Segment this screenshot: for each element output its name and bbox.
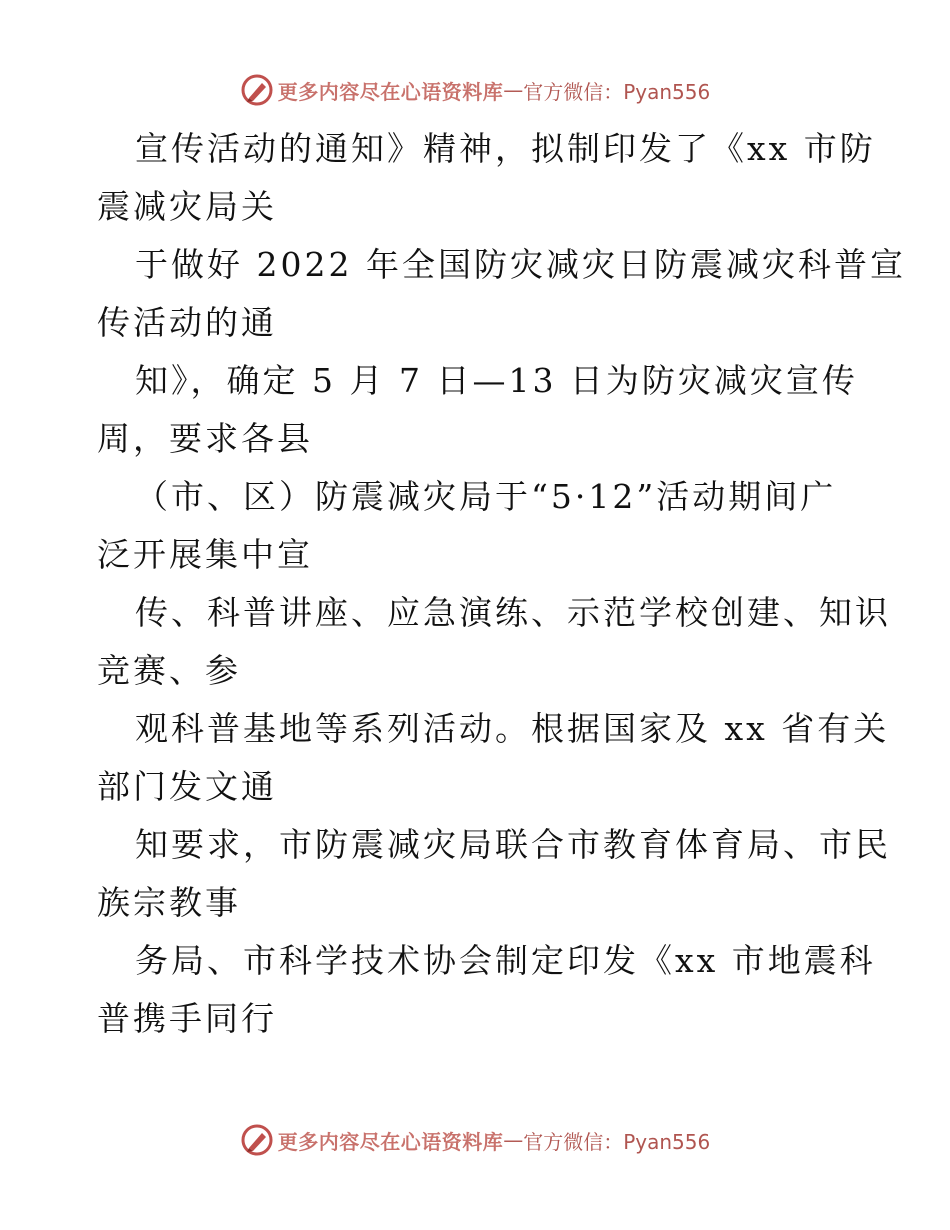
text-line: 传、科普讲座、应急演练、示范学校创建、知识 — [135, 593, 891, 632]
banner-dash: — — [503, 1128, 524, 1152]
banner-dash: — — [503, 78, 524, 102]
banner-wechat: 官方微信：Pyan556 — [523, 1129, 711, 1154]
banner-wechat: 官方微信：Pyan556 — [523, 79, 711, 104]
text-line: 竞赛、参 — [97, 651, 241, 690]
pen-logo-icon — [240, 1123, 274, 1157]
text-line: 于做好 2022 年全国防灾减灾日防震减灾科普宣 — [135, 245, 906, 284]
banner-text: 更多内容尽在心语资料库 — [277, 1129, 504, 1154]
text-line: 周，要求各县 — [97, 419, 313, 458]
text-line: 传活动的通 — [97, 303, 277, 342]
text-line: 震减灾局关 — [97, 187, 277, 226]
text-line: 务局、市科学技术协会制定印发《xx 市地震科 — [135, 941, 876, 980]
pen-logo-icon — [240, 73, 274, 107]
header-banner — [0, 70, 950, 110]
text-line: 部门发文通 — [97, 767, 277, 806]
text-line: 知》，确定 5 月 7 日—13 日为防灾减灾宣传 — [135, 361, 858, 400]
text-line: 知要求，市防震减灾局联合市教育体育局、市民 — [135, 825, 891, 864]
document-body — [97, 120, 906, 1048]
text-line: 普携手同行 — [97, 999, 277, 1038]
text-line: 观科普基地等系列活动。根据国家及 xx 省有关 — [135, 709, 890, 748]
banner-text: 更多内容尽在心语资料库 — [277, 79, 504, 104]
text-line: 宣传活动的通知》精神，拟制印发了《xx 市防 — [135, 129, 876, 168]
text-line: （市、区）防震减灾局于“5·12”活动期间广 — [135, 477, 837, 516]
text-line: 泛开展集中宣 — [97, 535, 313, 574]
text-line: 族宗教事 — [97, 883, 241, 922]
footer-banner — [0, 1120, 950, 1160]
